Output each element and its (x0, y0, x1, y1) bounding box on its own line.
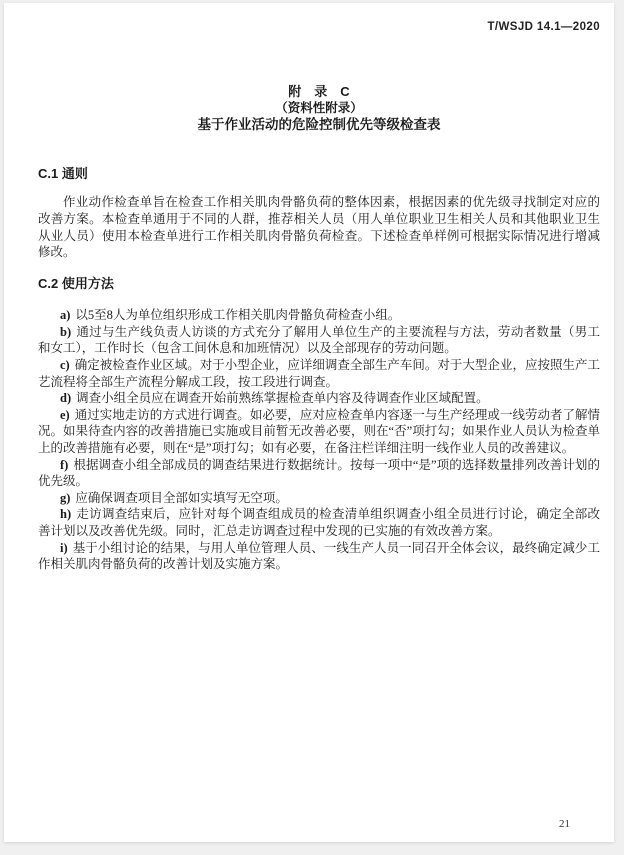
method-step-b (38, 324, 600, 357)
step-text: 以5至8人为单位组织形成工作相关肌肉骨骼负荷检查小组。 (75, 308, 401, 323)
section-heading-c1: C.1 通则 (38, 166, 88, 181)
method-step-c (38, 357, 600, 390)
appendix-title-block (38, 84, 600, 132)
step-text: 确定被检查作业区域。对于小型企业，应详细调查全部生产车间。对于大型企业，应按照生产工艺流程将全部生产流程分解成工段，按工段进行调查。 (38, 357, 600, 389)
step-label: c) (60, 357, 70, 372)
page-number: 21 (559, 818, 570, 830)
step-label: i) (60, 540, 68, 555)
method-step-h (38, 506, 600, 539)
method-step-d (38, 390, 600, 407)
method-step-a (38, 307, 600, 324)
step-label: b) (60, 324, 72, 339)
appendix-heading: 基于作业活动的危险控制优先等级检查表 (197, 117, 441, 132)
step-label: a) (60, 308, 71, 323)
step-text: 通过与生产线负责人访谈的方式充分了解用人单位生产的主要流程与方法，劳动者数量（男工和女工），工作时长（包含工间休息和加班情况）以及全部现存的劳动问题。 (38, 324, 600, 356)
section-heading-c2: C.2 使用方法 (38, 276, 114, 292)
appendix-label: 附 录 C (288, 84, 350, 99)
document-page (4, 3, 614, 842)
method-step-f (38, 457, 600, 490)
step-text: 根据调查小组全部成员的调查结果进行数据统计。按每一项中“是”项的选择数量排列改善计划的优先级。 (38, 457, 600, 489)
step-label: d) (60, 391, 72, 406)
method-step-i (38, 540, 600, 573)
standard-number: T/WSJD 14.1—2020 (487, 21, 600, 33)
method-step-g (38, 490, 600, 507)
step-text: 调查小组全员应在调查开始前熟练掌握检查单内容及待调查作业区域配置。 (76, 391, 489, 406)
appendix-type: （资料性附录） (275, 101, 363, 115)
step-text: 走访调查结束后，应针对每个调查组成员的检查清单组织调查小组全员进行讨论，确定全部改善计划以及改善优先级。同时，汇总走访调查过程中发现的已实施的有效改善方案。 (38, 507, 600, 538)
step-label: f) (60, 457, 69, 472)
method-step-e (38, 407, 600, 457)
step-text: 基于小组讨论的结果，与用人单位管理人员、一线生产人员一同召开全体会议，最终确定减少工作相关肌肉骨骼负荷的改善计划及实施方案。 (38, 540, 600, 572)
step-label: h) (60, 507, 72, 522)
c1-paragraph: 作业动作检查单旨在检查工作相关肌肉骨骼负荷的整体因素，根据因素的优先级寻找制定对应的改善方案。本检查单通用于不同的人群，推荐相关人员（用人单位职业卫生相关人员和其他职业卫生从业人员）使用本检查单进行工作相关肌肉骨骼负荷检查。下述检查单样例可根据实际情况进行增减修改。 (38, 195, 600, 260)
step-label: e) (60, 407, 70, 422)
step-text: 应确保调查项目全部如实填写无空项。 (75, 490, 288, 505)
step-text: 通过实地走访的方式进行调查。如必要，应对应检查单内容逐一与生产经理或一线劳动者了解情况。如果待查内容的改善措施已实施或目前暂无改善必要，则在“否”项打勾；如果作业人员认为检查单上的改善措施有必要，则在“是”项打勾；如有必要，在备注栏详细注明一线作业人员的改善建议。 (38, 407, 600, 455)
step-label: g) (60, 490, 71, 505)
method-steps (38, 307, 600, 573)
